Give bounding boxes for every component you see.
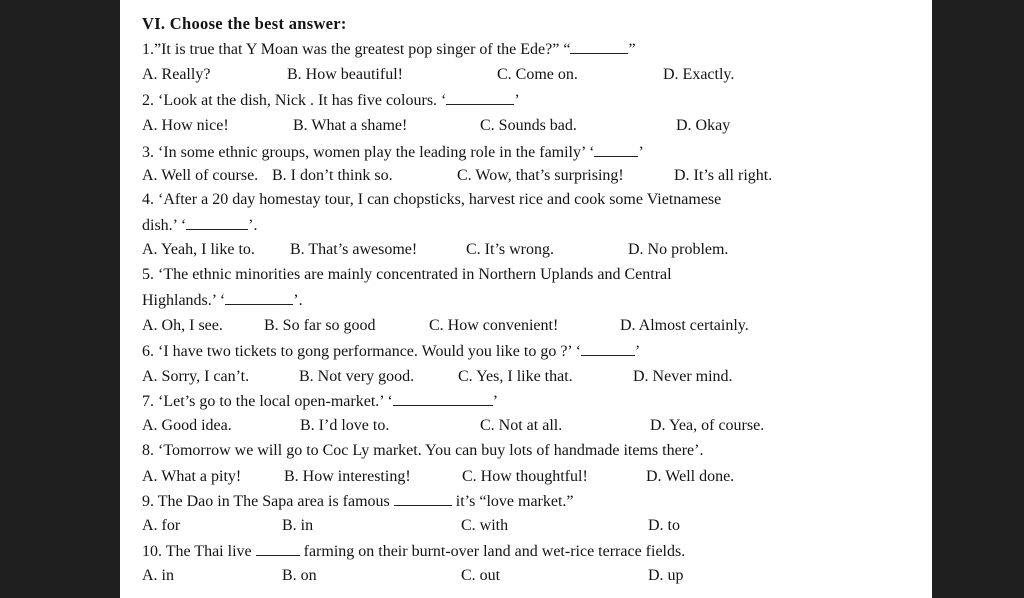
option-d: D. up [648,567,684,584]
option-d: D. Almost certainly. [620,317,749,334]
option-b: B. Not very good. [299,368,415,385]
option-a: A. Well of course. [142,167,259,184]
answer-blank [394,491,452,506]
answer-blank [393,391,493,406]
question-1 [142,39,636,60]
question-8: 8. ‘Tomorrow we will go to Coc Ly market. You can buy lots of handmade items there’. [142,442,704,459]
option-b: B. on [282,567,317,584]
answer-blank [225,290,293,305]
option-c: C. How thoughtful! [462,468,588,485]
question-text: 10. The Thai live [142,543,252,560]
question-text-end: ” [628,41,636,58]
option-c: C. with [461,517,509,534]
option-d: D. Yea, of course. [650,417,765,434]
option-b: B. How beautiful! [287,66,403,83]
question-text: 2. ‘Look at the dish, Nick . It has five colours. ‘ [142,92,447,109]
option-c: C. Yes, I like that. [458,368,573,385]
option-a: A. Sorry, I can’t. [142,368,250,385]
option-c: C. out [461,567,501,584]
question-text: 6. ‘I have two tickets to gong performance. Would you like to go ?’ ‘ [142,343,581,360]
question-text-end: ’. [248,217,258,234]
question-4-cont [142,215,257,236]
option-b: B. How interesting! [284,468,411,485]
question-2 [142,90,520,111]
question-text: Highlands.’ ‘ [142,292,226,309]
question-4: 4. ‘After a 20 day homestay tour, I can chopsticks, harvest rice and cook some Vietnamese [142,191,722,208]
question-text: 9. The Dao in The Sapa area is famous [142,493,390,510]
option-a: A. Yeah, I like to. [142,241,255,258]
section-heading: VI. Choose the best answer: [142,14,347,33]
question-text-end: ’ [514,92,520,109]
question-7 [142,391,498,412]
question-text-end: ’ [492,393,499,410]
question-text: 7. ‘Let’s go to the local open-market.’ ‘ [142,393,393,410]
option-c: C. Come on. [497,66,578,83]
question-text: dish.’ ‘ [142,217,187,234]
left-dark-margin [0,0,120,598]
option-b: B. That’s awesome! [290,241,418,258]
option-a: A. Good idea. [142,417,232,434]
question-3 [142,142,644,163]
question-5: 5. ‘The ethnic minorities are mainly concentrated in Northern Uplands and Central [142,266,672,283]
question-text-end: farming on their burnt-over land and wet-rice terrace fields. [303,543,686,560]
question-10 [142,541,685,562]
option-d: D. to [648,517,680,534]
answer-blank [256,541,300,556]
option-c: C. Wow, that’s surprising! [457,167,624,184]
question-text-end: ’. [293,292,303,309]
question-text-end: ’ [634,343,641,360]
answer-blank [446,90,514,105]
question-text: 1.”It is true that Y Moan was the greatest pop singer of the Ede?” “ [142,41,571,58]
option-a: A. for [142,517,181,534]
option-b: B. What a shame! [293,117,408,134]
option-d: D. Never mind. [633,368,733,385]
option-a: A. in [142,567,174,584]
option-b: B. in [282,517,314,534]
option-b: B. So far so good [264,317,376,334]
answer-blank [186,215,248,230]
option-d: D. No problem. [628,241,729,258]
question-9 [142,491,574,512]
question-text-end: ’ [638,144,644,161]
option-a: A. Oh, I see. [142,317,223,334]
question-6 [142,341,640,362]
question-text-end: it’s “love market.” [455,493,574,510]
option-b: B. I’d love to. [300,417,390,434]
question-text: 3. ‘In some ethnic groups, women play the leading role in the family’ ‘ [142,144,595,161]
answer-blank [594,142,638,157]
option-a: A. How nice! [142,117,229,134]
option-c: C. Not at all. [480,417,563,434]
worksheet-page [120,0,932,598]
option-d: D. Well done. [646,468,735,485]
option-c: C. Sounds bad. [480,117,577,134]
option-d: D. It’s all right. [674,167,773,184]
option-a: A. Really? [142,66,211,83]
option-d: D. Okay [676,117,731,134]
question-5-cont [142,290,303,311]
option-c: C. It’s wrong. [466,241,554,258]
option-b: B. I don’t think so. [272,167,393,184]
option-c: C. How convenient! [429,317,559,334]
option-a: A. What a pity! [142,468,242,485]
right-dark-margin [932,0,1024,598]
answer-blank [570,39,628,54]
answer-blank [581,341,635,356]
option-d: D. Exactly. [663,66,735,83]
